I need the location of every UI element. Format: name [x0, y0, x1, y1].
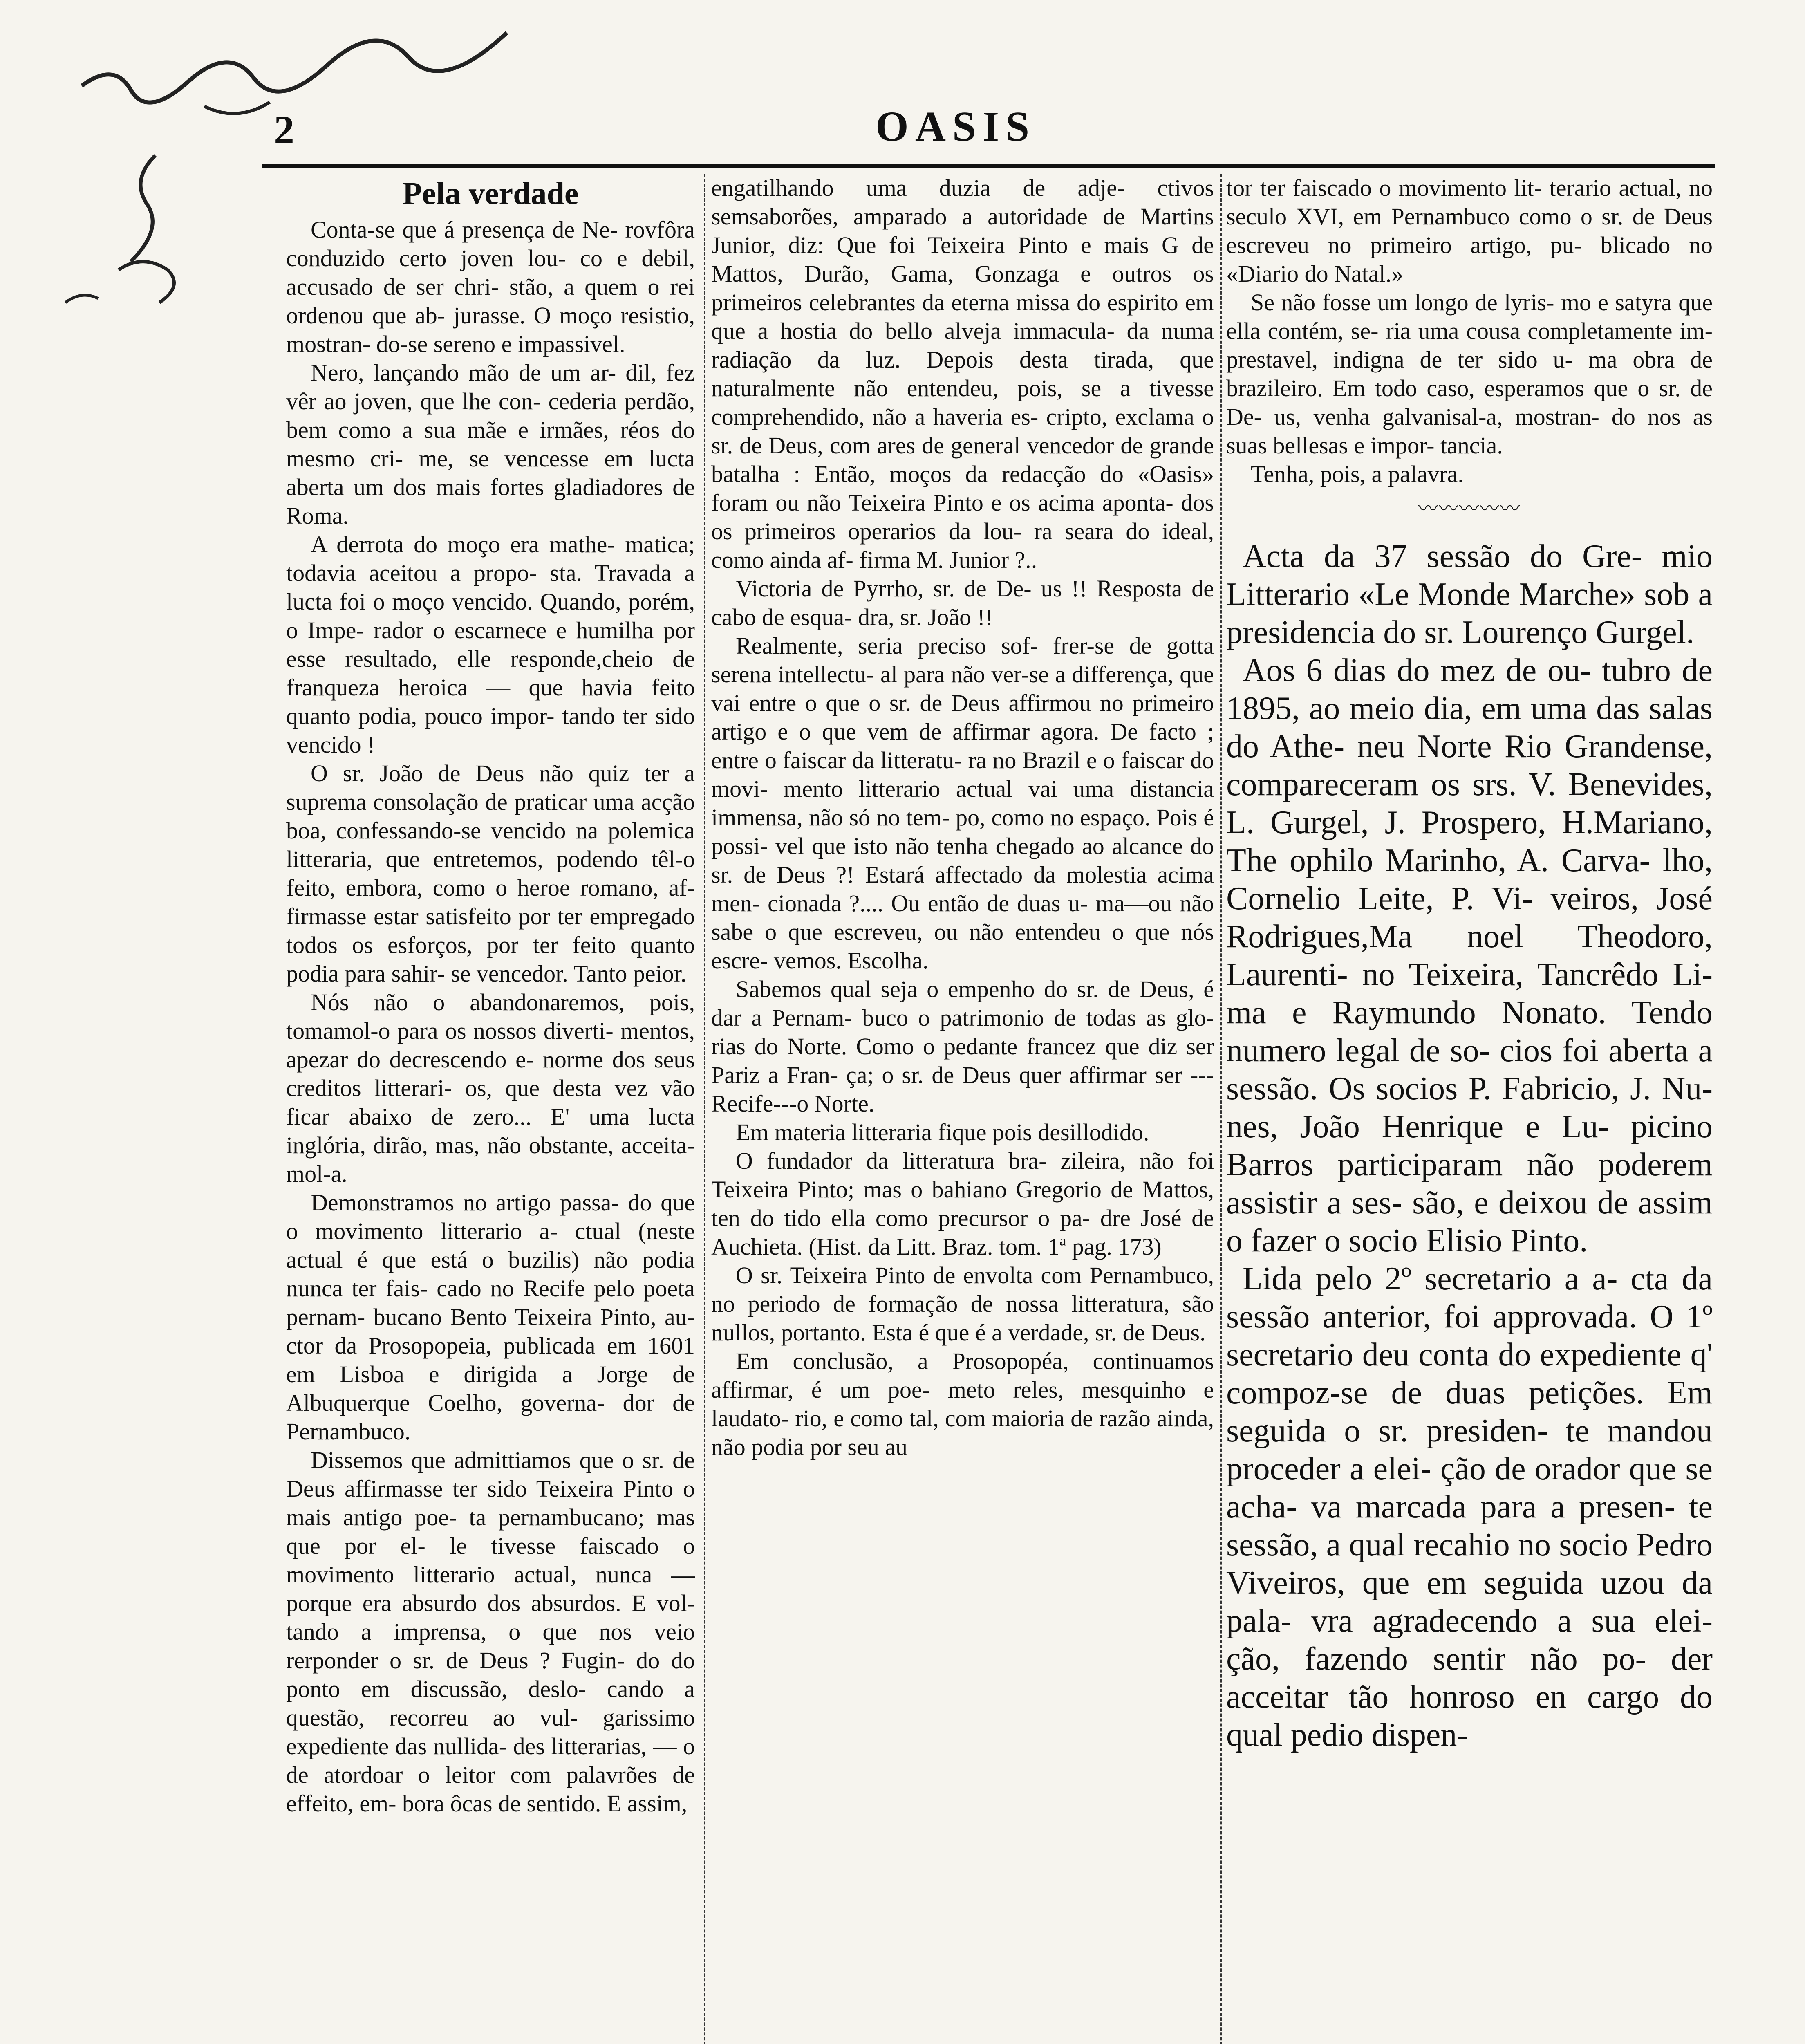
column-separator	[1220, 174, 1222, 2044]
paragraph: O fundador da litteratura bra- zileira, não foi Teixeira Pinto; mas o bahiano Gregorio de Mattos, ten do tido ella como precursor o pa- dre José de Auchieta. (Hist. da Litt. Braz. tom. 1ª pag. 173)	[711, 1148, 1214, 1260]
page-header	[229, 98, 1682, 155]
column-3	[1226, 174, 1713, 2044]
column-1	[286, 174, 695, 2044]
paragraph: Conta-se que á presença de Ne- rovfôra conduzido certo joven lou- co e debil, accusado de ser chri- stão, a quem o rei ordenou que ab- jurasse. O moço resistio, mostran- do-se sereno e impassivel.	[286, 216, 695, 357]
paragraph: A derrota do moço era mathe- matica; todavia aceitou a propo- sta. Travada a lucta foi o moço vencido. Quando, porém, o Impe- rador o escarnece e humilha por esse resultado, elle responde,cheio de franqueza heroica — que havia feito quanto podia, pouco impor- tando ter sido vencido !	[286, 531, 695, 758]
paragraph: tor ter faiscado o movimento lit- terario actual, no seculo XVI, em Pernambuco como o sr. de Deus escreveu no primeiro artigo, pu- blicado no «Diario do Natal.»	[1226, 175, 1713, 287]
paragraph: Demonstramos no artigo passa- do que o movimento litterario a- ctual (neste actual é que está o buzilis) não podia nunca ter fais- cado no Recife pelo poeta pernam- bucano Bento Teixeira Pinto, au- ctor da Prosopopeia, publicada em 1601 em Lisboa e dirigida a Jorge de Albuquerque Coelho, governa- dor de Pernambuco.	[286, 1189, 695, 1445]
paragraph: O sr. Teixeira Pinto de envolta com Pernambuco, no periodo de formação de nossa litteratura, são nullos, portanto. Esta é que é a verdade, sr. de Deus.	[711, 1262, 1214, 1346]
paragraph: Sabemos qual seja o empenho do sr. de Deus, é dar a Pernam- buco o patrimonio de todas as glo- rias do Norte. Como o pedante francez que diz ser Pariz a Fran- ça; o sr. de Deus quer affirmar ser ---Recife---o Norte.	[711, 976, 1214, 1117]
paragraph: Em conclusão, a Prosopopéa, continuamos affirmar, é um poe- meto reles, mesquinho e laudato- rio, e como tal, com maioria de razão ainda, não podia por seu au	[711, 1348, 1214, 1460]
acta-title: Acta da 37 sessão do Gre- mio Litterario «Le Monde Marche» sob a presidencia do sr. Lourenço Gurgel.	[1226, 538, 1713, 650]
paragraph: Em materia litteraria fique pois desillodido.	[736, 1119, 1149, 1145]
paragraph: Dissemos que admittiamos que o sr. de Deus affirmasse ter sido Teixeira Pinto o mais antigo poe- ta pernambucano; mas que por el- le tivesse faiscado o movimento litterario actual, nunca — porque era absurdo dos absurdos. E vol- tando a imprensa, o que nos veio rerponder o sr. de Deus ? Fugin- do do ponto em discussão, deslo- cando a questão, recorreu ao vul- garissimo expediente das nullida- des litterarias, — o de atordoar o leitor com palavrões de effeito, em- bora ôcas de sentido. E assim,	[286, 1447, 695, 1817]
paragraph: Nós não o abandonaremos, pois, tomamol-o para os nossos diverti- mentos, apezar do decrescendo e- norme dos seus creditos litterari- os, que desta vez vão ficar abaixo de zero... E' uma lucta inglória, dirão, mas, não obstante, acceita- mol-a.	[286, 989, 695, 1187]
paragraph: O sr. João de Deus não quiz ter a suprema consolação de praticar uma acção boa, confessando-se vencido na polemica litteraria, que entretemos, podendo têl-o feito, embora, como o heroe romano, af- firmasse estar satisfeito por ter empregado todos os esforços, por ter feito quanto podia para sahir- se vencedor. Tanto peior.	[286, 760, 695, 987]
paragraph: Victoria de Pyrrho, sr. de De- us !! Resposta de cabo de esqua- dra, sr. João !!	[711, 575, 1214, 630]
article-title: Pela verdade	[402, 175, 579, 211]
paragraph: Realmente, seria preciso sof- frer-se de gotta serena intellectu- al para não ver-se a differença, que vai entre o que o sr. de Deus affirmou no primeiro artigo e o que vem de affirmar agora. De facto ; entre o faiscar da litteratu- ra no Brazil e o faiscar do movi- mento litterario actual vai uma distancia immensa, não só no tem- po, como no espaço. Pois é possi- vel que isto não tenha chegado ao alcance do sr. de Deus ?! Estará affectado da molestia acima men- cionada ?.... Ou então de duas u- ma—ou não sabe o que escreveu, ou não entendeu o que nós escre- vemos. Escolha.	[711, 632, 1214, 974]
acta-section	[1226, 538, 1713, 1754]
paragraph: engatilhando uma duzia de adje- ctivos semsaborões, amparado a autoridade de Martins Junior, diz: Que foi Teixeira Pinto e mais G de Mattos, Durão, Gama, Gonzaga e outros os primeiros celebrantes da eterna missa do espirito em que a hostia do bello alveja immacula- da numa radiação da luz. Depois desta tirada, que naturalmente não entendeu, pois, se a tivesse comprehendido, não a haveria es- cripto, exclama o sr. de Deus, com ares de general vencedor de grande batalha : Então, moços da redacção do «Oasis» foram ou não Teixeira Pinto e os acima aponta- dos os primeiros operarios da lou- ra seara do ideal, como ainda af- firma M. Junior ?..	[711, 175, 1214, 573]
paragraph: Tenha, pois, a palavra.	[1251, 461, 1464, 487]
column-2	[711, 174, 1214, 2044]
page-number: 2	[274, 107, 294, 152]
paragraph: Lida pelo 2º secretario a a- cta da sessão anterior, foi approvada. O 1º secretario deu conta do expediente q' compoz-se de duas petições. Em seguida o sr. presiden- te mandou proceder a elei- ção de orador que se acha- va marcada para a presen- te sessão, a qual recahio no socio Pedro Viveiros, que em seguida uzou da pala- vra agradecendo a sua elei- ção, fazendo sentir não po- der acceitar tão honroso en cargo do qual pedio dispen-	[1226, 1261, 1713, 1753]
paragraph: Se não fosse um longo de lyris- mo e satyra que ella contém, se- ria uma cousa completamente im- prestavel, indigna de ter sido u- ma obra de brazileiro. Em todo caso, esperamos que o sr. de De- us, venha galvanisal-a, mostran- do nos as suas bellesas e impor- tancia.	[1226, 289, 1713, 459]
paragraph: Nero, lançando mão de um ar- dil, fez vêr ao joven, que lhe con- cederia perdão, bem como a sua mãe e irmães, réos do mesmo cri- me, se vencesse em lucta aberta um dos mais fortes gladiadores de Roma.	[286, 359, 695, 529]
wavy-divider: 〰〰〰〰〰	[1418, 498, 1521, 520]
header-rule	[262, 164, 1715, 168]
column-separator	[704, 174, 705, 2044]
newspaper-title: OASIS	[875, 103, 1036, 150]
paragraph: Aos 6 dias do mez de ou- tubro de 1895, ao meio dia, em uma das salas do Athe- neu Norte Rio Grandense, compareceram os srs. V. Benevides, L. Gurgel, J. Prospero, H.Mariano, The ophilo Marinho, A. Carva- lho, Cornelio Leite, P. Vi- veiros, José Rodrigues,Ma noel Theodoro, Laurenti- no Teixeira, Tancrêdo Li- ma e Raymundo Nonato. Tendo numero legal de so- cios foi aberta a sessão. Os socios P. Fabricio, J. Nu- nes, João Henrique e Lu- picino Barros participaram não poderem assistir a ses- são, e deixou de assim o fazer o socio Elisio Pinto.	[1226, 652, 1713, 1259]
